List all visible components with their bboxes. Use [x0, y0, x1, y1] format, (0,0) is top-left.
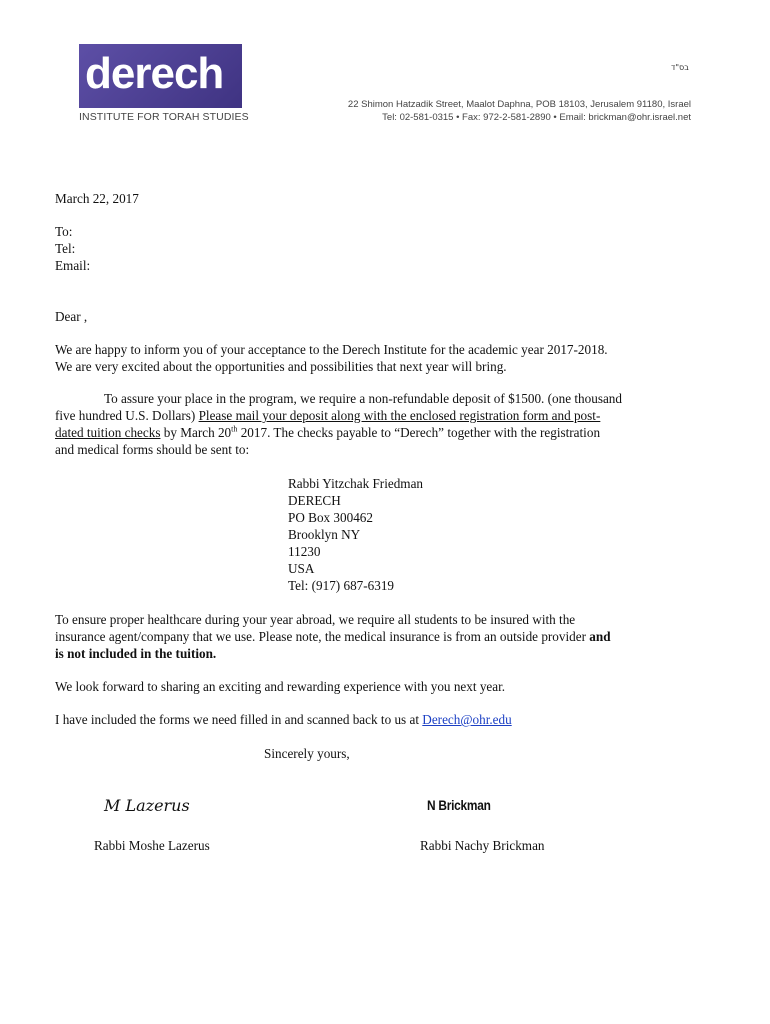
paragraph-acceptance-line2: We are very excited about the opportunities and possibilities that next year will bring. — [55, 359, 507, 374]
paragraph-closing-wish: We look forward to sharing an exciting and rewarding experience with you next year. — [55, 679, 506, 694]
letterhead-address: 22 Shimon Hatzadik Street, Maalot Daphna, POB 18103, Jerusalem 91180, Israel — [347, 99, 691, 110]
deposit-amount-words: five hundred U.S. Dollars) — [55, 408, 199, 423]
to-label: To: — [55, 224, 73, 239]
derech-logo — [79, 44, 242, 108]
logo-wordmark: derech — [85, 49, 224, 98]
signature-brickman: N Brickman — [427, 797, 491, 813]
letter-date: March 22, 2017 — [55, 191, 139, 206]
paragraph-deposit-line1: To assure your place in the program, we require a non-refundable deposit of $1500. (one thousand — [104, 391, 622, 406]
logo-subtitle: INSTITUTE FOR TORAH STUDIES — [79, 111, 249, 123]
signature-lazerus: M Lazerus — [104, 796, 190, 815]
paragraph-deposit-line2 — [55, 407, 600, 424]
checks-payable-text: 2017. The checks payable to “Derech” together with the registration — [237, 425, 601, 440]
derech-email-link[interactable]: Derech@ohr.edu — [422, 712, 512, 727]
mail-country: USA — [288, 561, 315, 576]
deadline-text: by March 20 — [160, 425, 232, 440]
mail-city: Brooklyn NY — [288, 527, 361, 542]
paragraph-deposit-line4: and medical forms should be sent to: — [55, 442, 250, 457]
paragraph-acceptance-line1: We are happy to inform you of your acceptance to the Derech Institute for the academic year 2017-2018. — [55, 342, 608, 357]
signatory-name-right: Rabbi Nachy Brickman — [420, 838, 545, 853]
paragraph-insurance-line2 — [55, 628, 611, 645]
mail-org: DERECH — [288, 493, 341, 508]
bsd-mark: בס"ד — [671, 63, 689, 72]
email-label: Email: — [55, 258, 91, 273]
insurance-bold-and: and — [589, 629, 611, 644]
mail-tel: Tel: (917) 687-6319 — [288, 578, 395, 593]
insurance-note: insurance agent/company that we use. Please note, the medical insurance is from an outside provider — [55, 629, 590, 644]
tuition-checks-underlined: dated tuition checks — [55, 425, 161, 440]
letterhead-contact: Tel: 02-581-0315 • Fax: 972-2-581-2890 • Email: brickman@ohr.israel.net — [382, 112, 691, 123]
forms-text: I have included the forms we need filled in and scanned back to us at — [55, 712, 423, 727]
mail-name: Rabbi Yitzchak Friedman — [288, 476, 424, 491]
salutation: Dear , — [55, 309, 88, 324]
paragraph-insurance-line3: is not included in the tuition. — [55, 646, 217, 661]
paragraph-insurance-line1: To ensure proper healthcare during your year abroad, we require all students to be insured with the — [55, 612, 576, 627]
mail-zip: 11230 — [288, 544, 321, 559]
deposit-instruction-underlined: Please mail your deposit along with the enclosed registration form and post- — [198, 408, 601, 423]
mail-pobox: PO Box 300462 — [288, 510, 373, 525]
signatory-name-left: Rabbi Moshe Lazerus — [94, 838, 210, 853]
tel-label: Tel: — [55, 241, 76, 256]
closing: Sincerely yours, — [264, 746, 350, 761]
paragraph-deposit-line3 — [55, 424, 600, 441]
deadline-suffix: th — [231, 424, 238, 434]
paragraph-forms — [55, 711, 512, 728]
